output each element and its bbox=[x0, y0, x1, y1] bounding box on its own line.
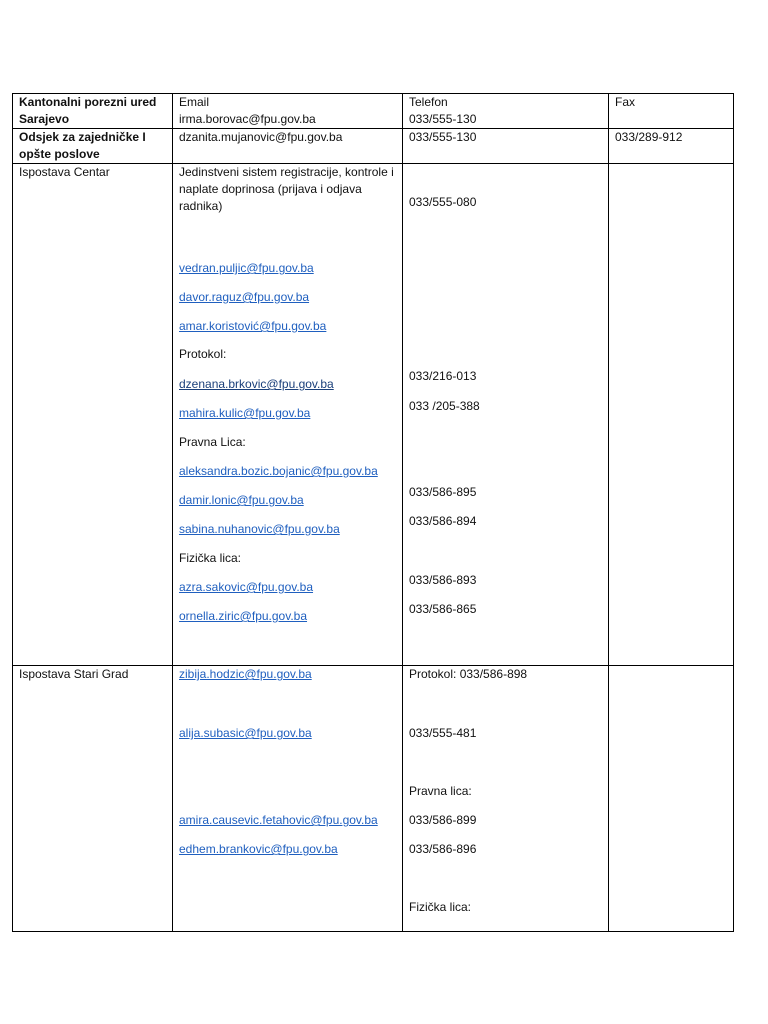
centar-email-cell bbox=[173, 164, 403, 666]
odsjek-fax-cell bbox=[609, 129, 734, 164]
email-link[interactable]: vedran.puljic@fpu.gov.ba bbox=[179, 261, 314, 275]
email-link[interactable]: alija.subasic@fpu.gov.ba bbox=[179, 726, 312, 740]
office-email[interactable]: irma.borovac@fpu.gov.ba bbox=[179, 112, 316, 126]
fizicka-lica-label: Fizička lica: bbox=[179, 551, 242, 565]
office-phone: 033/555-130 bbox=[409, 112, 477, 126]
office-name-line1: Kantonalni porezni ured bbox=[19, 95, 157, 109]
email-link[interactable]: davor.raguz@fpu.gov.ba bbox=[179, 290, 310, 304]
table-row-header bbox=[13, 94, 734, 129]
phone-protokol: Protokol: 033/586-898 bbox=[409, 667, 528, 681]
email-column-label: Email bbox=[179, 95, 210, 109]
odsjek-email[interactable]: dzanita.mujanovic@fpu.gov.ba bbox=[179, 130, 343, 144]
stari-grad-phone-cell bbox=[403, 666, 609, 932]
fax-header-cell bbox=[609, 94, 734, 129]
phone-number: 033/586-865 bbox=[409, 602, 477, 616]
phone-number: 033 /205-388 bbox=[409, 399, 480, 413]
email-link[interactable]: zibija.hodzic@fpu.gov.ba bbox=[179, 667, 312, 681]
phone-number: 033/586-899 bbox=[409, 813, 477, 827]
email-link[interactable]: damir.lonic@fpu.gov.ba bbox=[179, 493, 304, 507]
email-link[interactable]: sabina.nuhanovic@fpu.gov.ba bbox=[179, 522, 340, 536]
email-link[interactable]: mahira.kulic@fpu.gov.ba bbox=[179, 406, 311, 420]
phone-header-cell bbox=[403, 94, 609, 129]
centar-fax-cell bbox=[609, 164, 734, 666]
email-header-cell bbox=[173, 94, 403, 129]
phone-number: 033/555-080 bbox=[409, 195, 477, 209]
odsjek-name-line1: Odsjek za zajedničke I bbox=[19, 130, 146, 144]
office-name-cell bbox=[13, 94, 173, 129]
email-link[interactable]: edhem.brankovic@fpu.gov.ba bbox=[179, 842, 338, 856]
pravna-lica-label: Pravna Lica: bbox=[179, 435, 246, 449]
stari-grad-fax-cell bbox=[609, 666, 734, 932]
fizicka-lica-label: Fizička lica: bbox=[409, 900, 472, 914]
centar-name: Ispostava Centar bbox=[19, 165, 110, 179]
centar-phone-cell bbox=[403, 164, 609, 666]
odsjek-phone: 033/555-130 bbox=[409, 130, 477, 144]
contact-table bbox=[12, 93, 734, 932]
table-row-centar bbox=[13, 164, 734, 666]
phone-number: 033/586-894 bbox=[409, 514, 477, 528]
odsjek-email-cell bbox=[173, 129, 403, 164]
odsjek-name-line2: opšte poslove bbox=[19, 147, 100, 161]
table-row-stari-grad bbox=[13, 666, 734, 932]
odsjek-phone-cell bbox=[403, 129, 609, 164]
protokol-label: Protokol: bbox=[179, 347, 227, 361]
email-link[interactable]: aleksandra.bozic.bojanic@fpu.gov.ba bbox=[179, 464, 378, 478]
email-link[interactable]: amar.koristović@fpu.gov.ba bbox=[179, 319, 327, 333]
email-link[interactable]: ornella.ziric@fpu.gov.ba bbox=[179, 609, 308, 623]
table-row-odsjek bbox=[13, 129, 734, 164]
centar-description: Jedinstveni sistem registracije, kontrole i naplate doprinosa (prijava i odjava radnika) bbox=[179, 165, 394, 213]
fax-column-label: Fax bbox=[615, 95, 636, 109]
email-link[interactable]: dzenana.brkovic@fpu.gov.ba bbox=[179, 377, 334, 391]
phone-number: 033/586-895 bbox=[409, 485, 477, 499]
phone-number: 033/555-481 bbox=[409, 726, 477, 740]
pravna-lica-label: Pravna lica: bbox=[409, 784, 472, 798]
stari-grad-email-cell bbox=[173, 666, 403, 932]
odsjek-name-cell bbox=[13, 129, 173, 164]
phone-number: 033/586-893 bbox=[409, 573, 477, 587]
centar-name-cell bbox=[13, 164, 173, 666]
odsjek-fax: 033/289-912 bbox=[615, 130, 683, 144]
phone-number: 033/586-896 bbox=[409, 842, 477, 856]
stari-grad-name: Ispostava Stari Grad bbox=[19, 667, 129, 681]
phone-column-label: Telefon bbox=[409, 95, 448, 109]
email-link[interactable]: azra.sakovic@fpu.gov.ba bbox=[179, 580, 314, 594]
email-link[interactable]: amira.causevic.fetahovic@fpu.gov.ba bbox=[179, 813, 378, 827]
stari-grad-name-cell bbox=[13, 666, 173, 932]
office-name-line2: Sarajevo bbox=[19, 112, 70, 126]
phone-number: 033/216-013 bbox=[409, 369, 477, 383]
